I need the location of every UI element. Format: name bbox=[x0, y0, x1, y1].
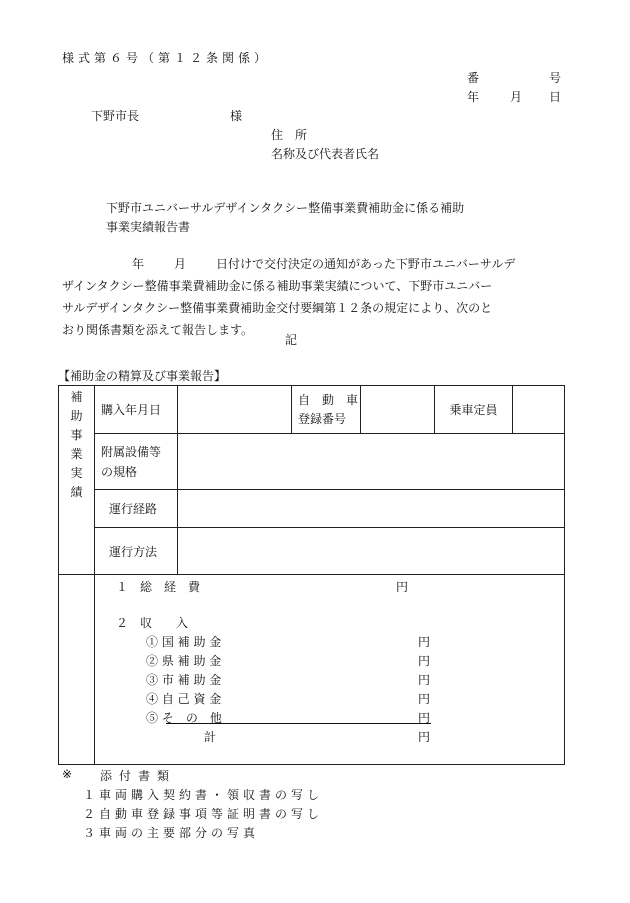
attachment-item-3: ３車両の主要部分の写真 bbox=[83, 826, 260, 840]
attachment-item-2: ２自動車登録事項等証明書の写し bbox=[83, 807, 324, 821]
income-item-prefecture-unit: 円 bbox=[418, 654, 431, 668]
income-item-own-funds: ④ 自 己 資 金 bbox=[146, 692, 222, 706]
income-item-prefecture: ② 県 補 助 金 bbox=[146, 654, 222, 668]
route-value[interactable] bbox=[178, 490, 565, 528]
income-total-label: 計 bbox=[204, 730, 217, 744]
form-number: 様式第６号（第１２条関係） bbox=[62, 51, 271, 65]
body-line-1: 日付けで交付決定の通知があった下野市ユニバーサルデ bbox=[216, 257, 516, 271]
project-results-label: 補 助 事 業 実 績 bbox=[70, 390, 83, 499]
attachments-heading: 添付書類 bbox=[100, 769, 177, 783]
title-line-2: 事業実績報告書 bbox=[106, 220, 191, 234]
purchase-date-value[interactable] bbox=[178, 386, 292, 434]
income-item-city: ③ 市 補 助 金 bbox=[146, 673, 222, 687]
subtotal-rule bbox=[166, 723, 431, 724]
addressee-name: 下野市長 bbox=[91, 109, 140, 123]
operation-method-value[interactable] bbox=[178, 528, 565, 575]
total-cost-label: １ 総 経 費 bbox=[116, 580, 201, 594]
income-item-national: ① 国 補 助 金 bbox=[146, 635, 222, 649]
body-year: 年 bbox=[132, 257, 145, 271]
body-line-3: サルデザインタクシー整備事業費補助金交付要綱第１２条の規定により、次のと bbox=[62, 301, 493, 315]
ki-marker: 記 bbox=[285, 333, 298, 347]
report-body bbox=[62, 253, 562, 341]
income-item-own-funds-unit: 円 bbox=[418, 692, 431, 706]
income-total-unit: 円 bbox=[418, 730, 431, 744]
income-item-other: ⑤ そ の 他 bbox=[146, 711, 222, 725]
report-table bbox=[58, 385, 565, 765]
attachment-item-1: １車両購入契約書・領収書の写し bbox=[83, 788, 324, 802]
addressee-honorific: 様 bbox=[230, 109, 243, 123]
project-results-cell bbox=[59, 386, 95, 575]
date-year: 年 bbox=[467, 90, 480, 104]
body-month: 月 bbox=[174, 257, 187, 271]
representative-name-label: 名称及び代表者氏名 bbox=[271, 147, 380, 161]
capacity-value[interactable] bbox=[513, 386, 565, 434]
title-line-1: 下野市ユニバーサルデザインタクシー整備事業費補助金に係る補助 bbox=[106, 201, 465, 215]
equipment-spec-value[interactable] bbox=[178, 434, 565, 490]
income-label: ２ 収 入 bbox=[116, 616, 189, 630]
registration-number-label: 自 動 車 登録番号 bbox=[292, 386, 361, 434]
body-line-4: おり関係書類を添えて報告します。 bbox=[62, 323, 254, 337]
date-month: 月 bbox=[510, 90, 523, 104]
attachments-mark: ※ bbox=[62, 767, 73, 781]
income-item-city-unit: 円 bbox=[418, 673, 431, 687]
finance-side-cell bbox=[59, 575, 95, 765]
operation-method-label: 運行方法 bbox=[95, 528, 178, 575]
capacity-label: 乗車定員 bbox=[435, 386, 513, 434]
date-day: 日 bbox=[549, 90, 562, 104]
total-cost-unit: 円 bbox=[396, 580, 409, 594]
document-number-suffix: 号 bbox=[549, 71, 562, 85]
purchase-date-label: 購入年月日 bbox=[95, 386, 178, 434]
address-label: 住 所 bbox=[271, 128, 308, 142]
body-line-2: ザインタクシー整備事業費補助金に係る補助事業実績について、下野市ユニバー bbox=[62, 279, 493, 293]
registration-number-value[interactable] bbox=[361, 386, 435, 434]
equipment-spec-label: 附属設備等 の規格 bbox=[95, 434, 178, 490]
section-heading: 【補助金の精算及び事業報告】 bbox=[58, 369, 227, 383]
route-label: 運行経路 bbox=[95, 490, 178, 528]
finance-cell bbox=[95, 575, 565, 765]
document-number-label: 番 bbox=[467, 71, 480, 85]
income-item-national-unit: 円 bbox=[418, 635, 431, 649]
income-item-other-unit: 円 bbox=[418, 711, 431, 725]
